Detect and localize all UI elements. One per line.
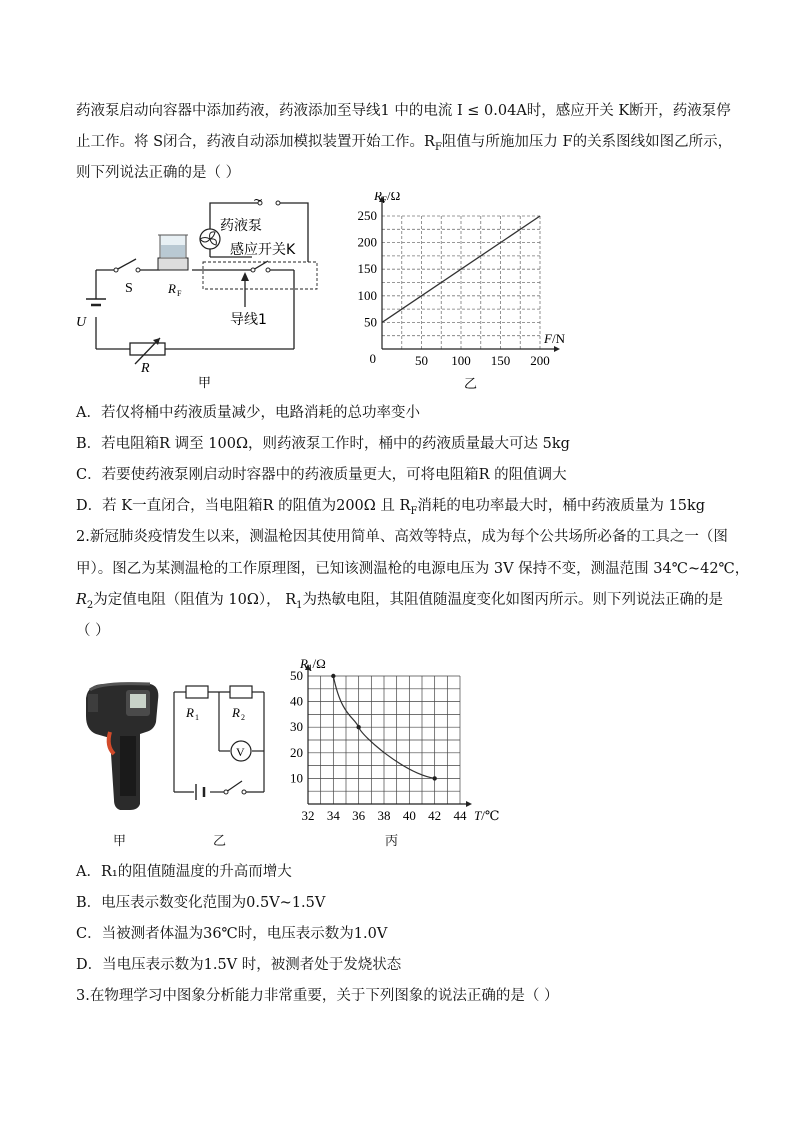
pump-label: 药液泵 [220,218,262,234]
r2-symbol: R [76,592,87,608]
q1-option-a: A．若仅将桶中药液质量减少，电路消耗的总功率变小 [76,405,420,421]
q2-caption-bing: 丙 [385,834,399,849]
x-tick-label: 44 [453,808,467,823]
q2-option-a: A．R₁的阻值随温度的升高而增大 [76,864,292,880]
y-tick-label: 40 [290,693,303,709]
q1-option-c: C．若要使药液泵刚启动时容器中的药液质量更大，可将电阻箱R 的阻值调大 [76,467,567,483]
q2-stem-text: 为热敏电阻，其阻值随温度变化如图丙所示。则下列说法正确的是 [302,592,724,608]
q2-caption-yi: 乙 [213,834,227,849]
x-tick-label: 36 [352,808,366,823]
r2-sub: 2 [86,599,94,611]
figure-jia-caption: 甲 [198,376,212,391]
q2-stem-text: 为定值电阻（阻值为 10Ω）， R [93,592,297,608]
switch-s-label: S [125,281,133,296]
q2-option-d: D．当电压表示数为1.5V 时，被测者处于发烧状态 [76,957,402,973]
x-tick-label: 34 [326,808,340,823]
x-axis-arrow [554,346,560,352]
pump-fan-icon [200,229,220,249]
q2-caption-jia: 甲 [113,834,127,849]
q2-option-b: B．电压表示数变化范围为0.5V~1.5V [76,895,326,911]
y-tick-label: 200 [357,234,377,250]
y-tick-label: 50 [364,314,377,330]
y-tick-label: 20 [290,744,303,760]
voltmeter-label: V [236,745,245,759]
y-tick-label: 150 [357,261,377,277]
origin-label: 0 [369,351,376,366]
x-tick-label: 42 [428,808,442,823]
q1-option-d-text: 消耗的电功率最大时，桶中药液质量为 15kg [417,498,706,514]
r1-label-sub: 1 [195,713,199,722]
y-axis-label: $R_F/\Omega$ [374,192,401,205]
switch-k-label: 感应开关K [230,242,296,258]
y-tick-label: 100 [357,287,377,303]
y-tick-label: 250 [357,208,377,223]
x-axis-label: F/N [544,331,565,346]
ac-symbol: ~ [252,193,264,207]
data-point [432,776,436,780]
x-tick-label: 150 [490,353,511,368]
data-point [331,674,335,678]
q1-stem-text: 则下列说法正确的是（ ） [76,165,241,181]
r1-temperature-chart [290,652,510,828]
wire1-label: 导线1 [230,312,267,328]
y-tick-label: 50 [290,668,303,683]
q1-stem-line3 [76,163,240,183]
x-tick-label: 200 [530,353,550,368]
q2-stem-line3 [76,590,723,616]
x-axis-label: T/℃ [474,808,500,823]
q2-stem-line2: 甲）。图乙为某测温枪的工作原理图，已知该测温枪的电源电压为 3V 保持不变，测温范围 34℃~42℃， [76,561,750,577]
q1-option-d-text: D．若 K一直闭合，当电阻箱R 的阻值为200Ω 且 R [76,498,411,514]
rf-force-chart [340,192,580,392]
q1-stem-text: 阻值与所施加压力 F的关系图线如图乙所示， [441,134,733,150]
r1-sub: 1 [296,599,303,611]
x-axis-arrow [466,801,472,807]
q1-circuit-diagram [70,192,340,392]
rf-sub: F [177,289,182,298]
r2-label-sub: 2 [241,713,245,722]
thermometer-gun-image [80,676,162,816]
data-point [356,725,360,729]
figure-yi-caption: 乙 [464,377,478,392]
beaker-icon [158,235,188,270]
q2-option-c: C．当被测者体温为36℃时，电压表示数为1.0V [76,926,388,942]
voltage-u-label: U [76,315,87,330]
q1-stem-text: 药液泵启动向容器中添加药液，药液添加至导线1 中的电流 I ≤ 0.04A时，感应开关 K断开，药液泵停 [76,103,731,119]
q1-option-d [76,496,705,522]
q2-stem-line1: 2.新冠肺炎疫情发生以来，测温枪因其使用简单、高效等特点，成为每个公共场所必备的工具之一（图 [76,529,728,545]
y-tick-label: 10 [290,770,303,786]
q1-stem-line2 [76,132,732,158]
x-tick-label: 40 [402,808,416,823]
q1-option-d-sub: F [410,505,418,517]
resistor-r-label: R [141,361,150,376]
y-axis-label: $R_1/\Omega$ [300,656,326,673]
r2-label: R [232,705,240,720]
y-tick-label: 30 [290,719,303,735]
q1-stem-text: 止工作。将 S闭合，药液自动添加模拟装置开始工作。R [76,134,435,150]
q2-stem-line4: （ ） [76,623,110,639]
x-tick-label: 38 [377,808,391,823]
thermometer-circuit [168,670,278,805]
q1-stem-line1 [76,101,731,121]
rf-label: R [168,281,176,296]
x-tick-label: 32 [301,808,315,823]
q1-option-b: B．若电阻箱R 调至 100Ω，则药液泵工作时，桶中的药液质量最大可达 5kg [76,436,570,452]
x-tick-label: 100 [451,353,471,368]
x-tick-label: 50 [415,353,428,368]
q3-stem: 3.在物理学习中图象分析能力非常重要，关于下列图象的说法正确的是（ ） [76,988,559,1004]
q1-stem-sub: F [434,141,442,153]
r1-label: R [186,705,194,720]
